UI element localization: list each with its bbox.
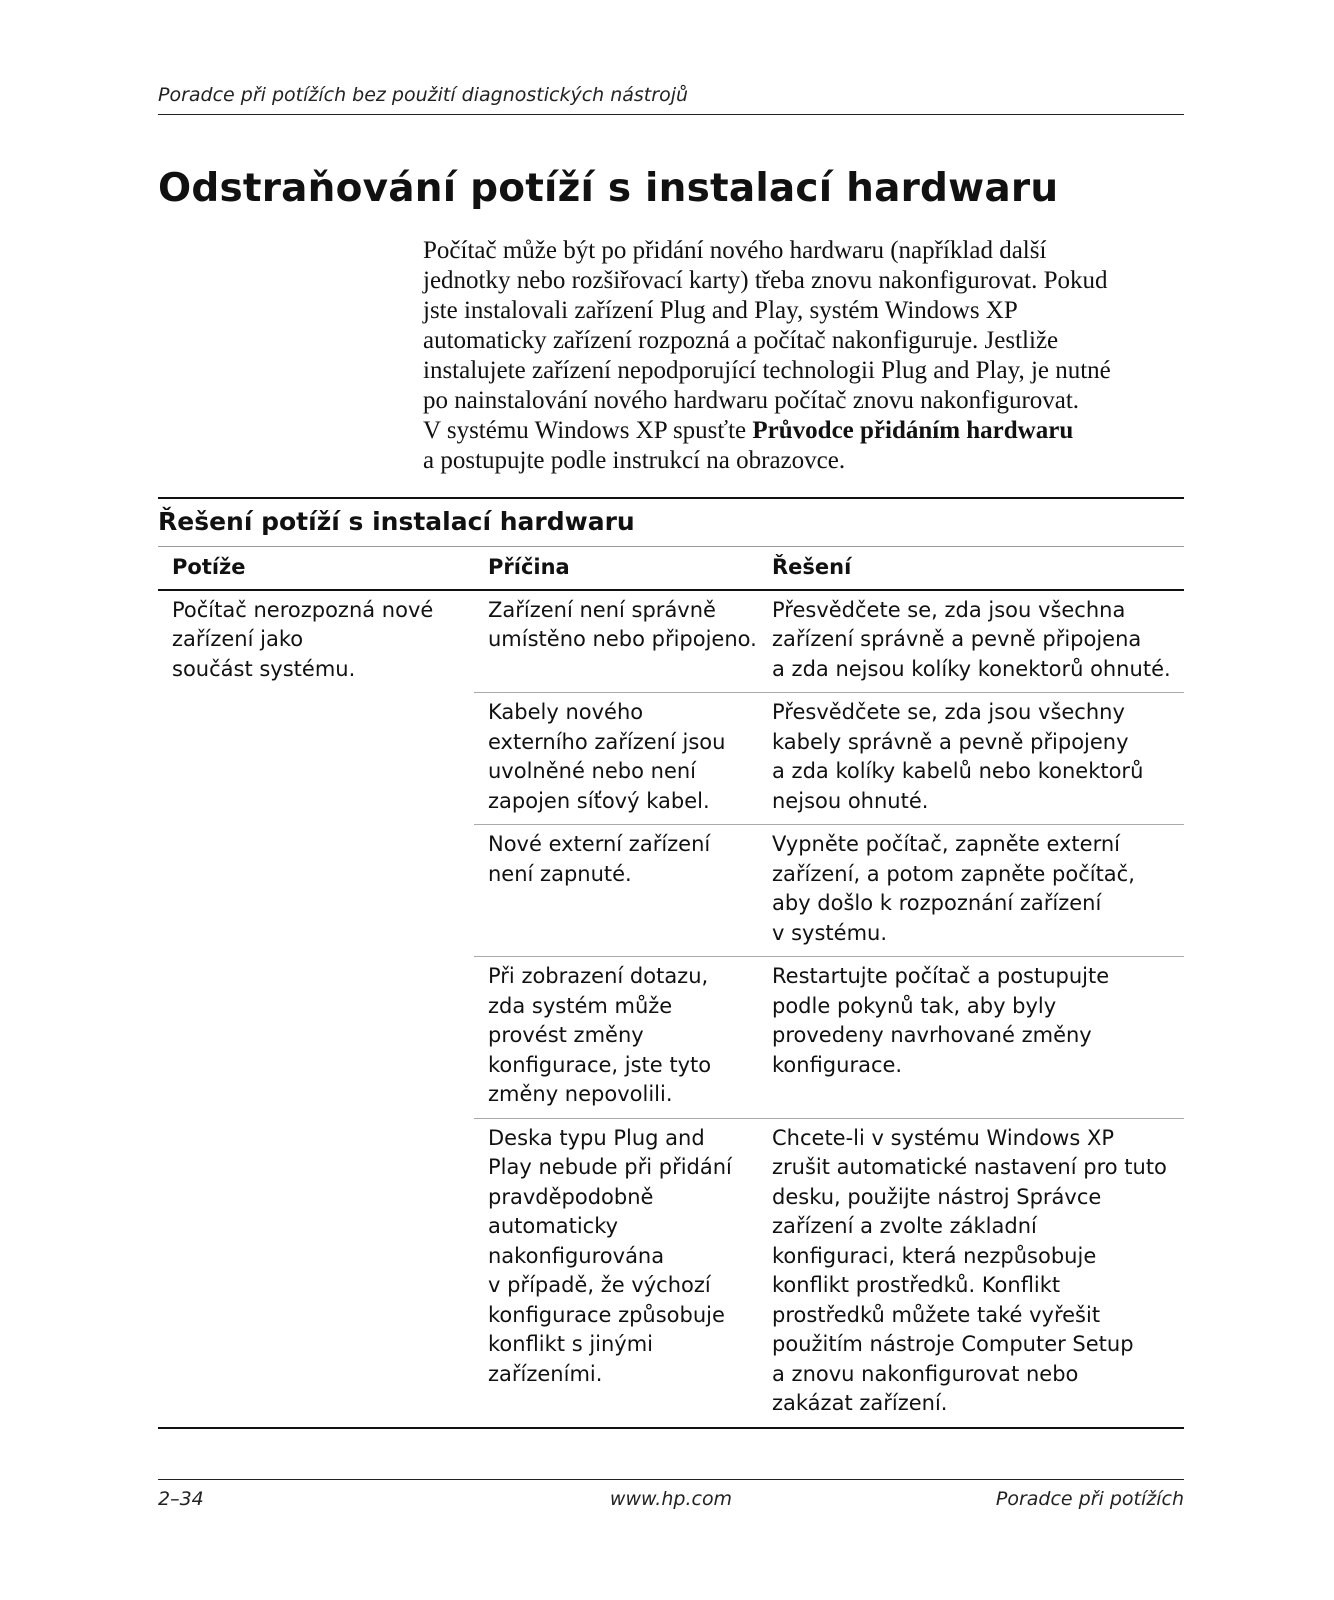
cause-line: zařízeními. <box>488 1361 603 1386</box>
table-header-row <box>158 547 1184 590</box>
solution-cell <box>766 957 1184 1119</box>
document-page <box>158 0 1184 1600</box>
solution-line: a znovu nakonfigurovat nebo <box>772 1361 1079 1386</box>
cause-line: provést změny <box>488 1023 644 1047</box>
solution-cell <box>766 693 1184 825</box>
solution-line: zařízení, a potom zapněte počítač, <box>772 861 1135 886</box>
cause-line: automaticky <box>488 1214 619 1238</box>
solution-line: Přesvědčete se, zda jsou všechna <box>772 597 1126 622</box>
intro-line: instalujete zařízení nepodporující technologii Plug and Play, je nutné <box>423 357 1111 384</box>
footer-url: www.hp.com <box>609 1488 733 1510</box>
cause-line: není zapnuté. <box>488 861 632 886</box>
solution-line: konfigurace. <box>772 1052 903 1077</box>
intro-line-text: V systému Windows XP spusťte <box>423 417 753 444</box>
intro-line: automaticky zařízení rozpozná a počítač nakonfiguruje. Jestliže <box>423 327 1059 354</box>
cause-cell <box>474 1118 766 1428</box>
column-header-problem: Potíže <box>158 547 474 590</box>
solution-cell <box>766 590 1184 693</box>
cause-line: konfigurace způsobuje <box>488 1302 725 1327</box>
solution-cell <box>766 1118 1184 1428</box>
solution-line: aby došlo k rozpoznání zařízení <box>772 891 1102 915</box>
troubleshooting-table-section <box>158 497 1184 1429</box>
cause-line: Deska typu Plug and <box>488 1125 705 1150</box>
solution-line: Restartujte počítač a postupujte <box>772 964 1110 988</box>
cause-line: uvolněné nebo není <box>488 759 697 783</box>
solution-line: zařízení a zvolte základní <box>772 1214 1037 1238</box>
solution-line: Chcete-li v systému Windows XP <box>772 1125 1114 1150</box>
page-number: 2–34 <box>158 1488 204 1510</box>
solution-line: použitím nástroje Computer Setup <box>772 1332 1134 1356</box>
cause-line: v případě, že výchozí <box>488 1273 711 1297</box>
solution-line: provedeny navrhované změny <box>772 1023 1092 1047</box>
intro-line: a postupujte podle instrukcí na obrazovce. <box>423 447 846 474</box>
cause-line: pravděpodobně <box>488 1184 654 1209</box>
cause-line: nakonfigurována <box>488 1243 665 1268</box>
solution-cell <box>766 825 1184 957</box>
cause-line: konfigurace, jste tyto <box>488 1052 712 1077</box>
column-header-solution: Řešení <box>766 547 1184 590</box>
cause-line: Play nebude při přidání <box>488 1155 732 1179</box>
solution-line: konfiguraci, která nezpůsobuje <box>772 1243 1097 1268</box>
intro-line: Počítač může být po přidání nového hardwaru (například další <box>423 237 1047 264</box>
troubleshooting-table <box>158 547 1184 1429</box>
cause-line: Při zobrazení dotazu, <box>488 964 709 988</box>
intro-line: jednotky nebo rozšiřovací karty) třeba znovu nakonfigurovat. Pokud <box>423 267 1108 294</box>
column-header-cause: Příčina <box>474 547 766 590</box>
solution-line: zakázat zařízení. <box>772 1391 948 1415</box>
problem-line: součást systému. <box>172 656 356 681</box>
solution-line: a zda nejsou kolíky konektorů ohnuté. <box>772 656 1171 681</box>
intro-line: jste instalovali zařízení Plug and Play, systém Windows XP <box>423 297 1018 324</box>
cause-line: Kabely nového <box>488 700 644 724</box>
cause-line: zapojen síťový kabel. <box>488 788 710 813</box>
solution-line: Přesvědčete se, zda jsou všechny <box>772 700 1125 724</box>
problem-cell <box>158 590 474 1428</box>
solution-line: kabely správně a pevně připojeny <box>772 729 1129 754</box>
cause-cell <box>474 825 766 957</box>
intro-paragraph <box>423 236 1183 476</box>
solution-line: Vypněte počítač, zapněte externí <box>772 832 1120 856</box>
cause-cell <box>474 693 766 825</box>
problem-line: Počítač nerozpozná nové <box>172 597 434 622</box>
cause-line: Zařízení není správně <box>488 597 716 622</box>
cause-cell <box>474 590 766 693</box>
problem-line: zařízení jako <box>172 627 304 651</box>
table-row <box>158 590 1184 693</box>
solution-line: prostředků můžete také vyřešit <box>772 1302 1101 1327</box>
table-title: Řešení potíží s instalací hardwaru <box>158 497 1184 547</box>
solution-line: v systému. <box>772 920 888 945</box>
footer-section-title: Poradce při potížích <box>995 1488 1184 1510</box>
cause-line: umístěno nebo připojeno. <box>488 627 757 651</box>
solution-line: nejsou ohnuté. <box>772 788 929 813</box>
page-footer <box>158 1479 1184 1510</box>
solution-line: zařízení správně a pevně připojena <box>772 627 1142 651</box>
cause-cell <box>474 957 766 1119</box>
cause-line: konflikt s jinými <box>488 1332 654 1356</box>
solution-line: desku, použijte nástroj Správce <box>772 1184 1102 1209</box>
solution-line: zrušit automatické nastavení pro tuto <box>772 1155 1167 1179</box>
cause-line: změny nepovolili. <box>488 1082 673 1106</box>
cause-line: Nové externí zařízení <box>488 832 711 856</box>
intro-line <box>423 416 1183 446</box>
solution-line: a zda kolíky kabelů nebo konektorů <box>772 759 1144 783</box>
cause-line: externího zařízení jsou <box>488 729 726 754</box>
wizard-name: Průvodce přidáním hardwaru <box>752 417 1074 444</box>
solution-line: podle pokynů tak, aby byly <box>772 993 1057 1018</box>
intro-line: po nainstalování nového hardwaru počítač znovu nakonfigurovat. <box>423 387 1080 414</box>
solution-line: konflikt prostředků. Konflikt <box>772 1273 1061 1297</box>
running-header: Poradce při potížích bez použití diagnostických nástrojů <box>158 84 1184 115</box>
cause-line: zda systém může <box>488 993 673 1018</box>
page-title: Odstraňování potíží s instalací hardwaru <box>158 166 1059 211</box>
